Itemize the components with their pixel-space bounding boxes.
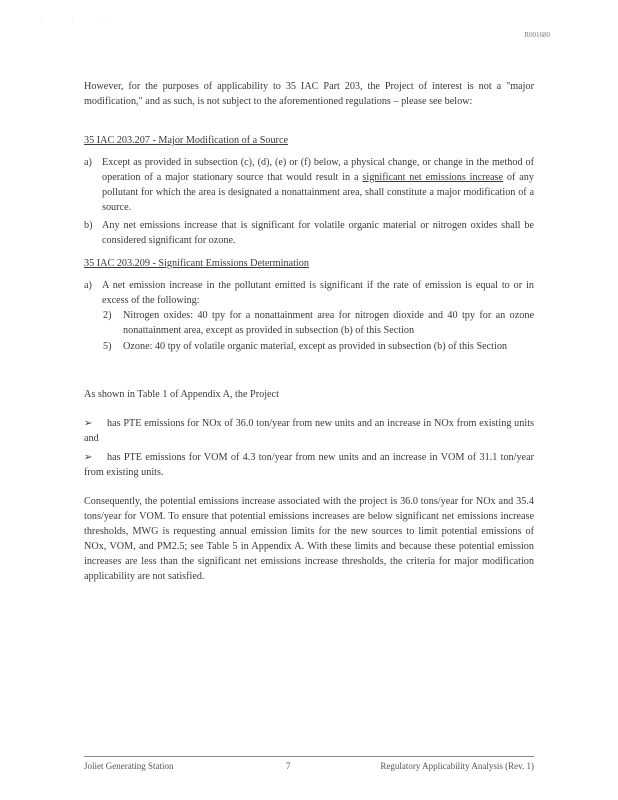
corner-marks: · · · [40, 16, 119, 22]
table-reference-text: As shown in Table 1 of Appendix A, the Project [84, 389, 279, 400]
table-reference [84, 387, 534, 402]
footer-report-title: Regulatory Applicability Analysis (Rev. 1) [380, 761, 534, 771]
subitem-text: Ozone: 40 tpy of volatile organic material, except as provided in subsection (b) of this Section [123, 341, 508, 352]
item-marker: a) [84, 280, 92, 291]
footer-station-name: Joliet Generating Station [84, 761, 174, 771]
intro-text: However, for the purposes of applicability to 35 IAC Part 203, the Project of interest is not a "major modification," and as such, is not subject to the aforementioned regulations – please see below: [84, 81, 534, 107]
section2-subitem-2 [103, 308, 534, 338]
item-text-underlined: significant net emissions increase [362, 172, 504, 183]
section1-item-b [84, 218, 534, 248]
subitem-marker: 5) [103, 341, 112, 352]
document-id: R001680 [524, 31, 550, 39]
section1-item-a [84, 155, 534, 215]
subitem-marker: 2) [103, 310, 112, 321]
item-text: A net emission increase in the pollutant emitted is significant if the rate of emission is equal to or in excess of the following: [102, 280, 534, 306]
section2-item-a [84, 278, 534, 308]
item-text [102, 155, 534, 215]
subitem-text: Nitrogen oxides: 40 tpy for a nonattainment area for nitrogen dioxide and 40 tpy for an ozone nonattainment area, except as provided in subsection (b) of this Section [123, 310, 534, 336]
conclusion-paragraph [84, 494, 534, 584]
intro-paragraph [84, 79, 534, 109]
item-marker: b) [84, 220, 93, 231]
conclusion-text: Consequently, the potential emissions increase associated with the project is 36.0 tons/year for NOx and 35.4 tons/year for VOM. To ensure that potential emissions increases are below significant net emissions increase thresholds, MWG is requesting annual emission limits for the new sources to limit potential emissions of NOx, VOM, and PM2.5; see Table 5 in Appendix A. With these limits and because these potential emission increases are less than the significant net emissions increase thresholds, the criteria for major modification applicability are not satisfied. [84, 496, 534, 582]
section2-subitem-5 [103, 339, 534, 354]
bullet-text: has PTE emissions for NOx of 36.0 ton/year from new units and an increase in NOx from existing units and [84, 418, 534, 444]
item-text-before: Except as provided in subsection (c), (d), (e) or (f) below, a physical change, or change in the method of operation of a major stationary source that would result in a [102, 157, 534, 183]
item-marker: a) [84, 157, 92, 168]
bullet-text: has PTE emissions for VOM of 4.3 ton/year from new units and an increase in VOM of 31.1 ton/year from existing units. [84, 452, 534, 478]
footer-page-number: 7 [286, 761, 291, 771]
item-text: Any net emissions increase that is significant for volatile organic material or nitrogen oxides shall be considered significant for ozone. [102, 220, 534, 246]
item-text-after: of any pollutant for which the area is designated a nonattainment area, shall constitute a major modification of a source. [102, 172, 534, 213]
arrow-bullet-icon: ➢ [84, 452, 93, 463]
section-heading-significant-emissions: 35 IAC 203.209 - Significant Emissions Determination [84, 258, 309, 269]
bullet-vom [84, 450, 534, 480]
section-heading-major-modification: 35 IAC 203.207 - Major Modification of a Source [84, 135, 288, 146]
footer-divider [84, 756, 534, 757]
bullet-nox [84, 416, 534, 446]
arrow-bullet-icon: ➢ [84, 418, 93, 429]
